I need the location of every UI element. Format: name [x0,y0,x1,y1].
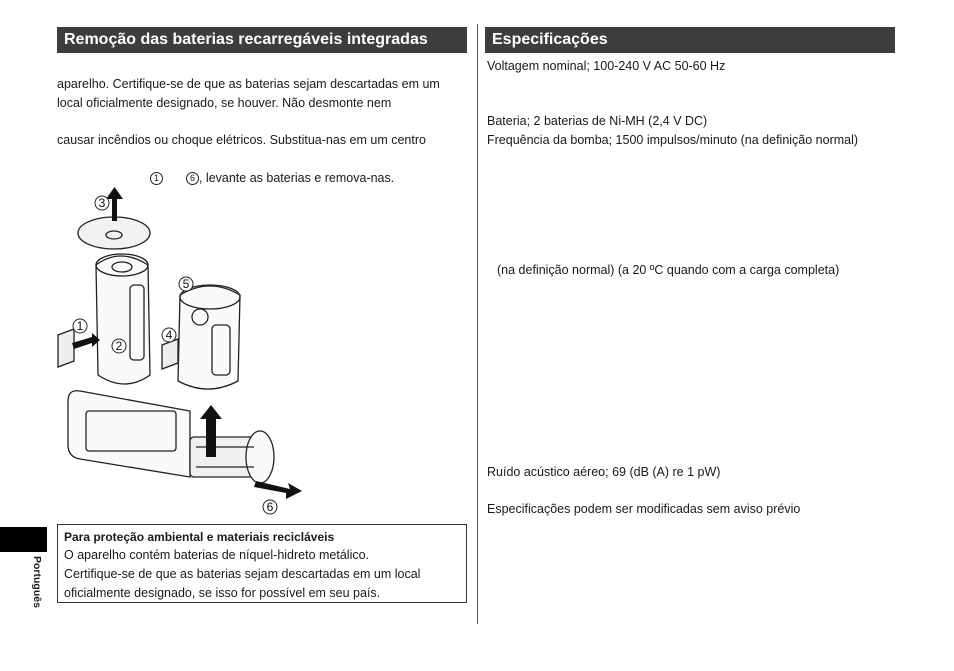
recycling-box-line: oficialmente designado, se isso for possível em seu país. [64,586,381,600]
spec-notice: Especificações podem ser modificadas sem aviso prévio [487,502,801,516]
spec-pump-frequency: Frequência da bomba; 1500 impulsos/minuto (na definição normal) [487,133,859,147]
recycling-info-box [57,524,467,603]
callout-5: 5 [182,277,190,291]
spec-battery: Bateria; 2 baterias de Ni-MH (2,4 V DC) [487,114,708,128]
lid-cap [78,217,150,249]
step-start-marker: 1 [150,172,163,185]
step-text: , levante as baterias e remova-nas. [198,171,395,185]
battery-removal-illustration [50,185,470,515]
second-unit-body [178,286,240,389]
removal-text-line: causar incêndios ou choque elétricos. Substitua-nas em um centro [57,133,426,147]
callout-2: 2 [115,339,123,353]
callout-3: 3 [98,196,106,210]
language-label: Português [31,556,43,608]
step-end-marker: 6 [186,172,199,185]
removal-section-header: Remoção das baterias recarregáveis integradas [57,27,467,53]
column-divider [477,24,478,624]
callout-4: 4 [165,328,173,342]
spec-voltage: Voltagem nominal; 100-240 V AC 50-60 Hz [487,59,726,73]
removal-text-line: local oficialmente designado, se houver. Não desmonte nem [57,96,392,110]
specifications-header: Especificações [485,27,895,53]
recycling-box-line: O aparelho contém baterias de níquel-hidreto metálico. [64,548,370,562]
removal-text-line: aparelho. Certifique-se de que as baterias sejam descartadas em um [57,77,440,91]
side-clip [58,329,74,367]
recycling-box-line: Certifique-se de que as baterias sejam descartadas em um local [64,567,421,581]
recycling-box-title: Para proteção ambiental e materiais recicláveis [64,530,335,544]
spec-condition: (na definição normal) (a 20 ºC quando com a carga completa) [497,263,840,277]
spec-noise: Ruído acústico aéreo; 69 (dB (A) re 1 pW) [487,465,721,479]
callout-1: 1 [76,319,84,333]
callout-6: 6 [266,500,274,514]
language-tab [0,527,47,552]
upper-unit-body [96,256,150,384]
